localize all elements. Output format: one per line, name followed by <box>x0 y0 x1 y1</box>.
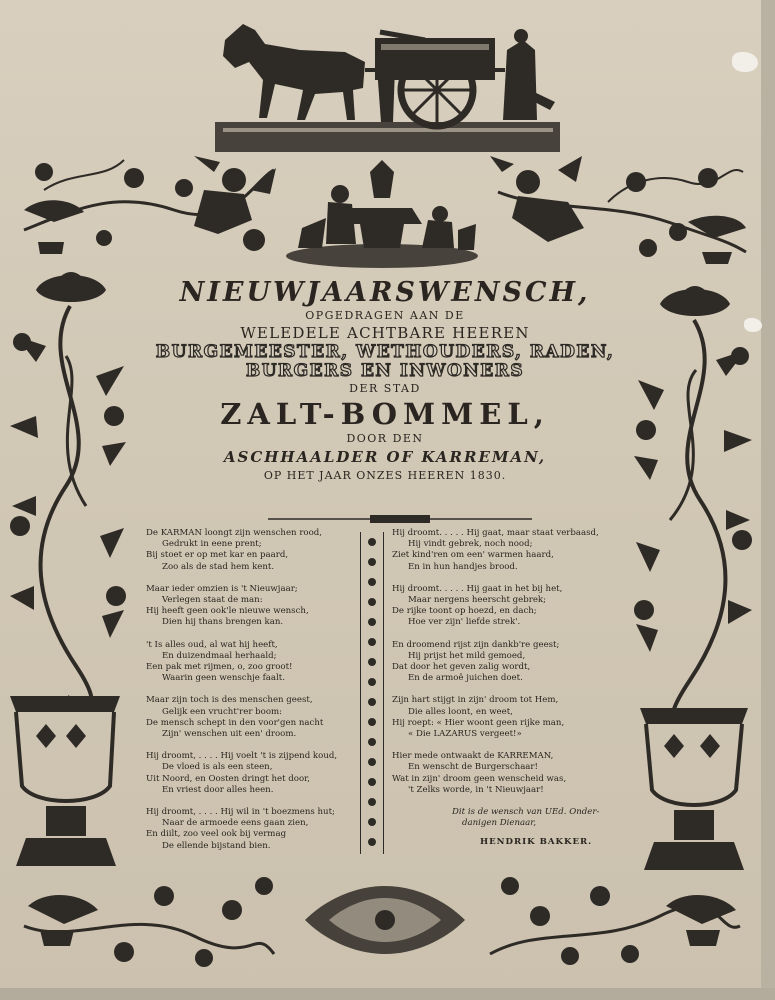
verse-line: 't Zelks worde, in 't Nieuwjaar! <box>408 784 544 795</box>
verse-line: Hij droomt. . . . . Hij gaat, maar staat verbaasd, <box>392 528 599 538</box>
officials-line: BURGEMEESTER, WETHOUDERS, RADEN, <box>155 342 615 362</box>
stanza <box>392 528 618 573</box>
ornamental-column-divider <box>360 532 384 854</box>
verse-line: En vriest door alles heen. <box>162 784 274 795</box>
bottom-left-floral <box>14 866 284 976</box>
horse-cart-woodcut <box>205 10 565 160</box>
verse-line: Hij droomt. . . . . Hij gaat in het bij het, <box>392 583 563 594</box>
stanza <box>146 640 356 685</box>
verse-line: De rijke toont op hoezd, en dach; <box>392 606 537 617</box>
verse-line: Gelijk een vrucht'rer boom: <box>162 706 283 717</box>
verse-line: Ziet kind'ren om een' warmen haard, <box>392 550 554 561</box>
verse-line: Naar de armoede eens gaan zien, <box>162 818 309 829</box>
cherubs-vignette <box>282 158 482 273</box>
city-name: ZALT-BOMMEL, <box>220 397 550 431</box>
verse-line: Maar nergens heerscht gebrek; <box>408 595 547 606</box>
verse-line: Verlegen staat de man: <box>162 595 263 606</box>
verse-line: Hij vindt gebrek, noch nood; <box>408 539 533 550</box>
verse-line: En droomend rijst zijn dankb're geest; <box>392 639 560 650</box>
verse-line: Zijn' wenschen uit een' droom. <box>162 729 297 740</box>
dedication-line: OPGEDRAGEN AAN DE <box>305 309 465 322</box>
author-role: ASCHHAALDER OF KARREMAN, <box>223 448 547 466</box>
poem-right-column <box>392 528 618 849</box>
verse-line: Hij prijst het mild gemoed, <box>408 650 526 661</box>
verse-line: « Die LAZARUS vergeet!» <box>408 729 522 740</box>
verse-line: De KARMAN loongt zijn wenschen rood, <box>146 528 323 538</box>
verse-line: Zijn hart stijgt in zijn' droom tot Hem, <box>392 695 559 706</box>
right-cherub-floral <box>488 152 753 272</box>
verse-line: Hij droomt, . . . . Hij wil in 't boezmens hut; <box>146 807 335 818</box>
paper-tear <box>732 52 758 72</box>
stanza <box>392 640 618 685</box>
verse-line: Hoe ver zijn' liefde strek'. <box>408 617 521 628</box>
stanza <box>392 695 618 740</box>
year-line: OP HET JAAR ONZES HEEREN 1830. <box>263 469 507 482</box>
stanza <box>146 584 356 629</box>
verse-line: De vloed is als een steen, <box>162 762 273 773</box>
signature-name: HENDRIK BAKKER. <box>480 837 593 848</box>
der-stad-line: DER STAD <box>349 382 421 395</box>
citizens-line: BURGERS EN INWONERS <box>245 361 525 381</box>
left-cherub-floral <box>14 150 284 260</box>
signature-line: Dit is de wensch van UEd. Onder- <box>452 807 600 818</box>
signature-block <box>392 807 618 829</box>
verse-line: Een pak met rijmen, o, zoo groot! <box>146 662 293 673</box>
verse-line: En wenscht de Burgerschaar! <box>408 762 538 773</box>
honorific-line: WELEDELE ACHTBARE HEEREN <box>240 324 530 342</box>
verse-line: En de armoê juichen doet. <box>408 673 523 684</box>
verse-line: En in hun handjes brood. <box>408 561 518 572</box>
verse-line: Hier mede ontwaakt de KARREMAN, <box>392 751 554 762</box>
paper-edge <box>761 0 775 1000</box>
verse-line: Hij heeft geen ook'le nieuwe wensch, <box>146 606 309 617</box>
verse-line: Hij roept: « Hier woont geen rijke man, <box>392 717 565 728</box>
verse-line: En duizendmaal herhaald; <box>162 650 277 661</box>
verse-line: Zoo als de stad hem kent. <box>162 561 275 572</box>
paper-edge-bottom <box>0 988 775 1000</box>
verse-line: En diilt, zoo veel ook bij vermag <box>146 829 287 840</box>
verse-line: Maar ieder omzien is 't Nieuwjaar; <box>146 583 298 594</box>
verse-line: Uit Noord, en Oosten dringt het door, <box>146 773 311 784</box>
verse-line: Bij stoet er op met kar en paard, <box>146 550 289 561</box>
left-vine-border <box>6 266 132 876</box>
stanza <box>146 695 356 740</box>
ornamental-rule <box>268 514 532 524</box>
verse-line: Dien hij thans brengen kan. <box>162 617 284 628</box>
verse-line: Die alles loont, en weet, <box>408 706 513 717</box>
bottom-right-floral <box>480 866 750 976</box>
verse-line: 't Is alles oud, al wat hij heeft, <box>146 639 278 650</box>
right-vine-border <box>630 280 756 880</box>
verse-line: Maar zijn toch is des menschen geest, <box>146 695 313 706</box>
poem-left-column <box>146 528 356 863</box>
verse-line: Dat door het geven zalig wordt, <box>392 662 531 673</box>
stanza <box>392 584 618 629</box>
verse-line: De mensch schept in den voor'gen nacht <box>146 717 324 728</box>
title-block <box>130 278 640 485</box>
stanza <box>146 751 356 796</box>
stanza <box>146 528 356 573</box>
verse-line: Gedrukt in eene prent; <box>162 539 262 550</box>
verse-line: Hij droomt, . . . . Hij voelt 't is zijpend koud, <box>146 751 338 762</box>
door-den-line: DOOR DEN <box>346 432 424 445</box>
verse-line: Wat in zijn' droom geen wenscheid was, <box>392 773 567 784</box>
main-title: NIEUWJAARSWENSCH, <box>179 277 591 308</box>
verse-line: De ellende bijstand bien. <box>162 840 271 851</box>
stanza <box>146 807 356 852</box>
stanza <box>392 751 618 796</box>
bottom-center-ornament <box>295 880 475 960</box>
signature-line: danigen Dienaar, <box>462 818 537 829</box>
verse-line: Waarin geen wenschje faalt. <box>162 673 285 684</box>
